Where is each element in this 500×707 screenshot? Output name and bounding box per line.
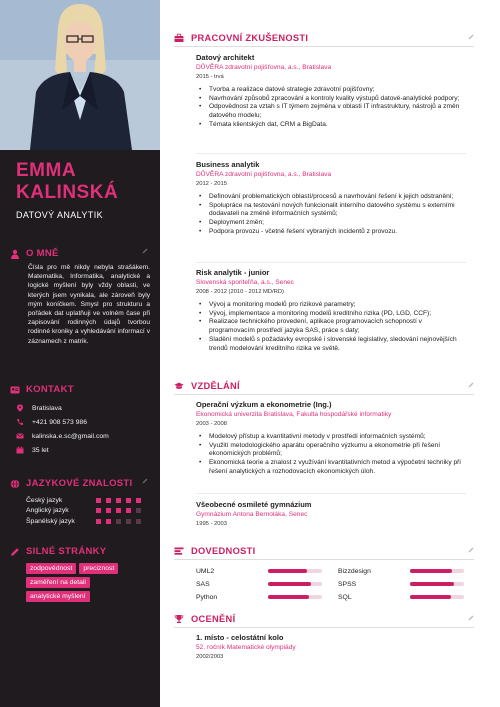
job-entry-title: Business analytik (196, 160, 260, 169)
bullet-item: • Realizace technického provedení, aplikace programovacích schopností v programovacím prostředí jazyka SAS, práce s daty; (205, 318, 466, 335)
job-entry-bullets (196, 301, 466, 353)
strength-tag: preciznost (79, 563, 118, 574)
job-entry (196, 268, 466, 353)
language-level-dots (96, 498, 141, 503)
bullet-item: • Vývoj, implementace a monitoring modelů kreditního rizika (PD, LGD, CCF); (205, 310, 466, 319)
trophy-icon (174, 614, 184, 624)
strength-tag: zodpovědnost (26, 563, 76, 574)
level-dot (106, 508, 111, 513)
skill-row (338, 592, 464, 602)
skill-level-bar (410, 569, 464, 573)
language-level-dots (96, 508, 141, 513)
edit-pencil-icon[interactable] (468, 34, 474, 40)
globe-icon (10, 479, 20, 489)
bullet-item: • Podpora provozu - včetně řešení vybraných incidentů z provozu. (205, 228, 466, 237)
edit-pencil-icon[interactable] (142, 248, 148, 254)
skill-level-bar (410, 595, 464, 599)
first-name: EMMA (16, 160, 77, 181)
level-dot (116, 498, 121, 503)
skill-row (338, 566, 464, 576)
person-card-icon (10, 385, 20, 395)
skill-name: Bizzdesign (338, 567, 371, 575)
section-divider (174, 46, 474, 47)
skill-level-fill (410, 595, 451, 599)
language-list (10, 495, 150, 527)
sidebar (0, 0, 160, 707)
level-dot (136, 508, 141, 513)
strengths-heading: SILNÉ STRÁNKY (10, 546, 150, 557)
languages-section (10, 478, 150, 527)
language-row (10, 506, 150, 517)
skill-level-fill (268, 595, 309, 599)
job-entry-org: Slovenská sporiteľňa, a.s., Senec (196, 279, 294, 286)
job-entry-org: DŮVĚRA zdravotní pojišťovna, a.s., Bratislava (196, 171, 332, 178)
about-section (10, 248, 150, 346)
person-name (16, 160, 118, 204)
skill-level-fill (268, 582, 311, 586)
section-divider (174, 559, 474, 560)
edit-pencil-icon[interactable] (142, 478, 148, 484)
skill-level-bar (268, 582, 322, 586)
education-entry-date: 1995 - 2003 (196, 521, 227, 527)
language-row (10, 495, 150, 506)
strength-tags (10, 563, 150, 602)
skill-level-fill (410, 569, 452, 573)
education-entry-org: Ekonomická univerzita Bratislava, Fakulta hospodářské informatiky (196, 411, 392, 418)
bar-chart-icon (174, 546, 184, 556)
education-entry-date: 2003 - 2008 (196, 421, 227, 427)
bullet-item: • Modelový přístup a kvantitativní metody v prostředí informačních systémů; (205, 433, 466, 442)
level-dot (106, 498, 111, 503)
contact-age: 35 let (16, 443, 150, 457)
education-entry (196, 400, 466, 477)
entry-divider (196, 153, 466, 154)
job-title: DATOVÝ ANALYTIK (16, 210, 104, 220)
skill-row (196, 566, 322, 576)
edit-pencil-icon[interactable] (468, 615, 474, 621)
education-entry (196, 500, 466, 527)
pencil-icon (10, 547, 20, 557)
contact-heading: KONTAKT (10, 384, 150, 395)
skill-row (338, 579, 464, 589)
level-dot (136, 498, 141, 503)
level-dot (106, 519, 111, 524)
languages-heading: JAZYKOVÉ ZNALOSTI (10, 478, 150, 489)
skill-level-bar (268, 569, 322, 573)
job-entry-bullets (196, 193, 466, 237)
award-entry-title: 1. místo - celostátní kolo (196, 633, 284, 642)
location-pin-icon (16, 404, 24, 412)
job-entry-date: 2008 - 2012 (2010 - 2012 MD/RD) (196, 289, 284, 295)
skill-row (196, 592, 322, 602)
skill-name: UML2 (196, 567, 215, 575)
skill-name: Python (196, 593, 218, 601)
level-dot (126, 519, 131, 524)
bullet-item: • Sladění modelů s požadavky evropské i slovenské legislativy, sledování nejnovějších trendů modelování kreditního rizika ve světě. (205, 336, 466, 353)
education-entry-org: Gymnázium Antona Bernoláka, Senec (196, 511, 308, 518)
award-entry-org: 52. ročník Matematické olympiády (196, 644, 296, 651)
skill-name: SPSS (338, 580, 357, 588)
contact-location: Bratislava (16, 401, 150, 415)
strengths-section (10, 546, 150, 602)
user-icon (10, 249, 20, 259)
job-entry-org: DŮVĚRA zdravotní pojišťovna, a.s., Bratislava (196, 64, 332, 71)
entry-divider (196, 493, 466, 494)
level-dot (96, 519, 101, 524)
about-heading: O MNĚ (10, 248, 150, 259)
contact-email[interactable]: kalinska.e.sc@gmail.com (16, 429, 150, 443)
profile-photo (0, 0, 160, 150)
bullet-item: • Vývoj a monitoring modelů pro rizikové parametry; (205, 301, 466, 310)
briefcase-icon (174, 33, 184, 43)
level-dot (126, 508, 131, 513)
skill-level-fill (410, 582, 454, 586)
strength-tag: analytické myšlení (26, 591, 90, 602)
skill-level-fill (268, 569, 307, 573)
job-entry-date: 2015 - trvá (196, 74, 224, 80)
education-heading: VZDĚLÁNÍ (174, 381, 474, 391)
education-entry-bullets (196, 433, 466, 477)
level-dot (96, 508, 101, 513)
level-dot (116, 519, 121, 524)
job-entry-title: Risk analytik - junior (196, 268, 270, 277)
bullet-item: • Využití metodologického aparátu operačního výzkumu a ekonometrie při řešení ekonomických problémů; (205, 442, 466, 459)
calendar-icon (16, 446, 24, 454)
language-level-dots (96, 519, 141, 524)
skill-level-bar (410, 582, 464, 586)
experience-heading: PRACOVNÍ ZKUŠENOSTI (174, 33, 474, 43)
skills-heading: DOVEDNOSTI (174, 546, 474, 556)
bullet-item: • Tvorba a realizace datové strategie zdravotní pojišťovny; (205, 86, 466, 95)
bullet-item: • Deployment změn; (205, 219, 466, 228)
level-dot (116, 508, 121, 513)
job-entry (196, 160, 466, 237)
level-dot (96, 498, 101, 503)
edit-pencil-icon[interactable] (468, 382, 474, 388)
phone-icon (16, 418, 24, 426)
award-entry-date: 2002/2003 (196, 654, 224, 660)
language-row (10, 516, 150, 527)
education-entry-title: Všeobecné osmileté gymnázium (196, 500, 312, 509)
envelope-icon (16, 432, 24, 440)
skill-row (196, 579, 322, 589)
job-entry (196, 53, 466, 130)
bullet-item: • Navrhování způsobů zpracování a kontroly kvality výstupů datové-analytické podpory; (205, 95, 466, 104)
language-name: Španělský jazyk (26, 517, 75, 525)
awards-heading: OCENĚNÍ (174, 614, 474, 624)
edit-pencil-icon[interactable] (468, 547, 474, 553)
bullet-item: • Definování problematických oblastí/procesů a navrhování řešení k jejich odstranění; (205, 193, 466, 202)
education-entry-title: Operační výzkum a ekonometrie (Ing.) (196, 400, 332, 409)
job-entry-date: 2012 - 2015 (196, 181, 227, 187)
job-entry-title: Datový architekt (196, 53, 255, 62)
award-entry (196, 633, 466, 660)
strength-tag: zaměření na detail (26, 577, 90, 588)
level-dot (126, 498, 131, 503)
bullet-item: • Ekonomická teorie a znalost z využívání kvantitativních metod a výpočetní techniky při řešení analytických a rozhodovacích ekonomických úloh. (205, 459, 466, 476)
skill-level-bar (268, 595, 322, 599)
section-divider (174, 627, 474, 628)
language-name: Anglický jazyk (26, 507, 69, 515)
level-dot (136, 519, 141, 524)
about-text: Čísla pro mě nikdy nebyla strašákem. Matematika, Informatika, analytické a logické myšlení byly vždy oblasti, ve kterých jsem vynikala, ale zároveň byly mým koníčkem. Smysl pro strukturu a pořádek dat uplatňuji ve volném čase při zapisování rodinných údajů tvorbou rodinné kroniky a vyhledávání informací v záznamech z matrik. (28, 264, 150, 345)
section-divider (174, 394, 474, 395)
bullet-item: • Odpovědnost za vztah s IT týmem zejména v oblasti IT infrastruktury, nástrojů a změn datového modelu; (205, 103, 466, 120)
entry-divider (196, 262, 466, 263)
skill-name: SAS (196, 580, 210, 588)
language-name: Český jazyk (26, 496, 63, 504)
bullet-item: • Témata klientských dat, CRM a BigData. (205, 121, 466, 130)
contact-phone[interactable]: +421 908 573 986 (16, 415, 150, 429)
bullet-item: • Spolupráce na testování nových funkcionalit interního datového systému s externími dodavateli na změně informačních systémů; (205, 202, 466, 219)
contact-section (10, 384, 150, 457)
skill-name: SQL (338, 593, 352, 601)
graduation-cap-icon (174, 381, 184, 391)
job-entry-bullets (196, 86, 466, 130)
last-name: KALINSKÁ (16, 182, 119, 203)
